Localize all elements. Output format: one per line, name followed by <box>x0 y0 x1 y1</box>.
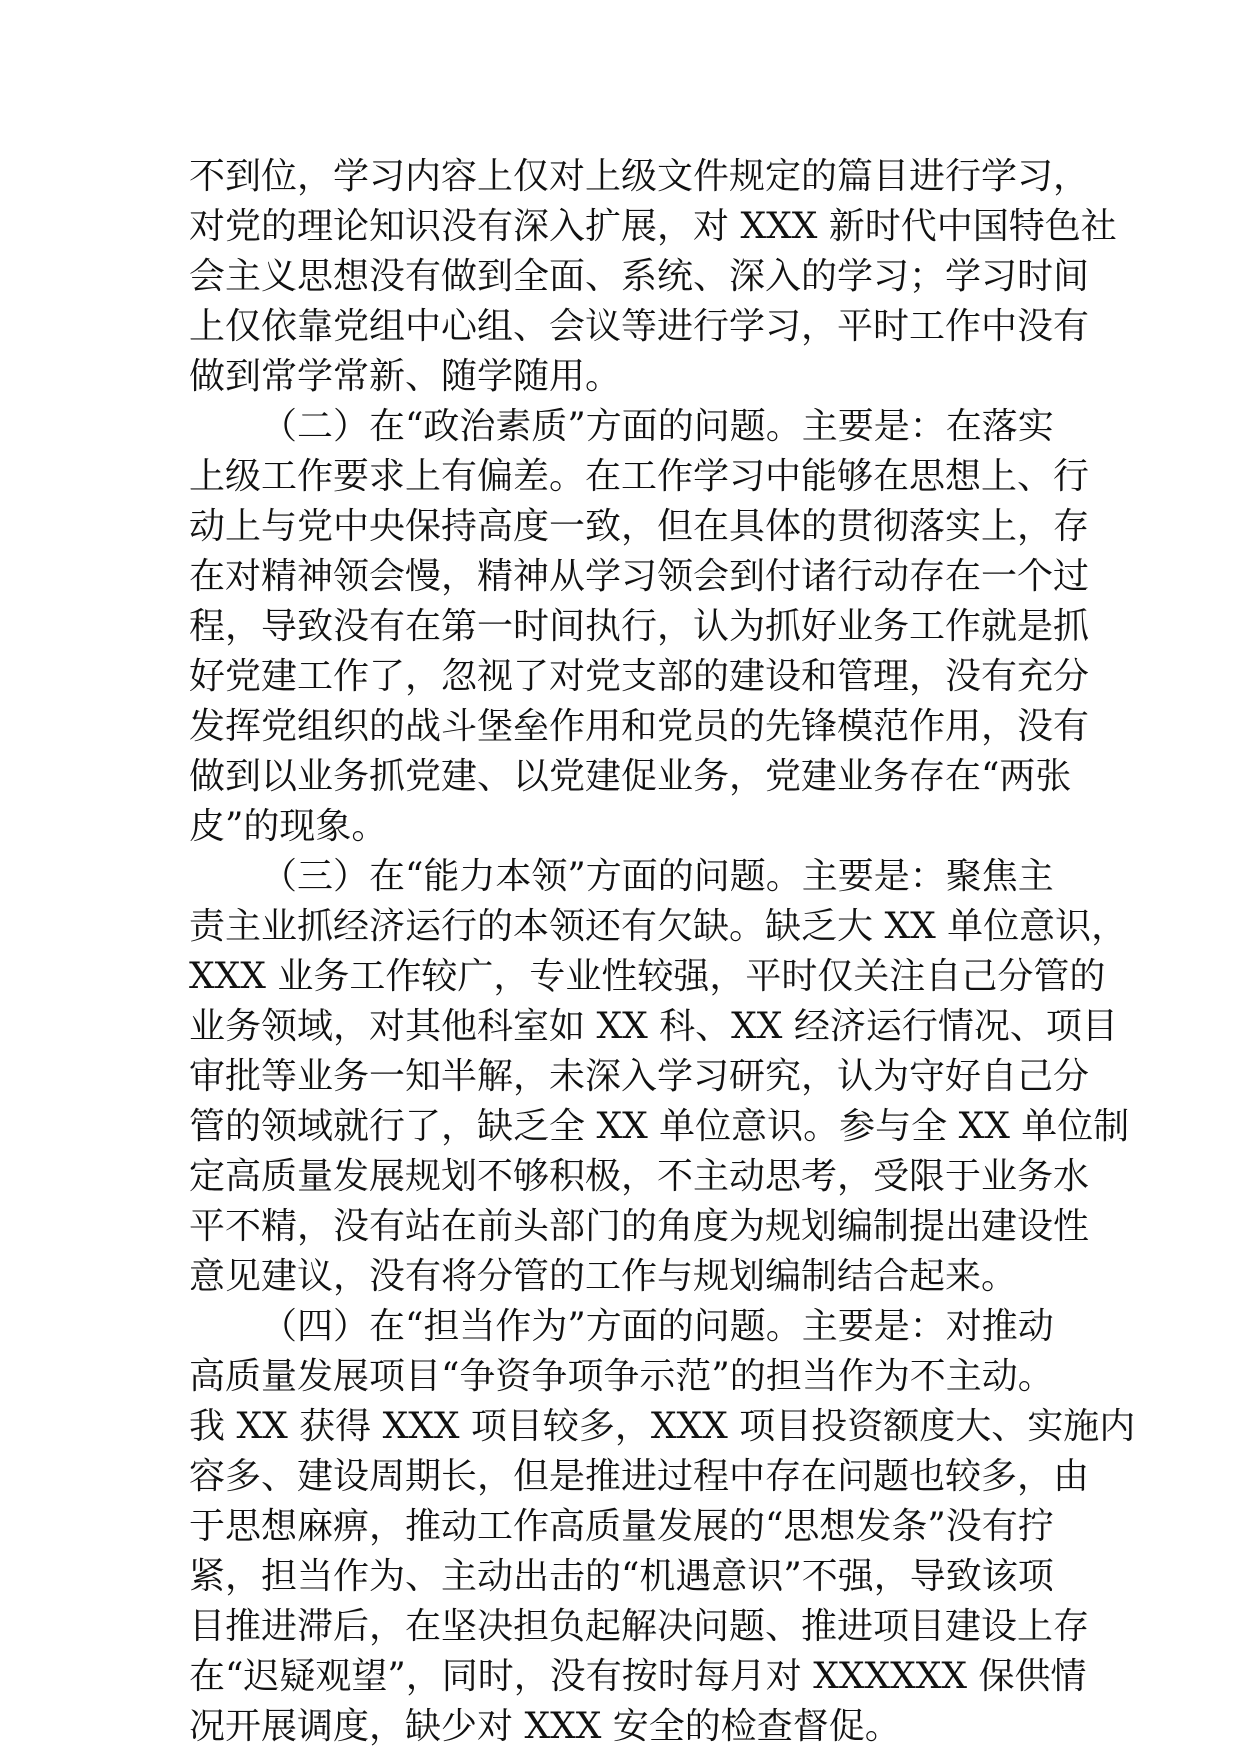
text-line: 程，导致没有在第一时间执行，认为抓好业务工作就是抓 <box>189 606 1090 647</box>
text-line: 意见建议，没有将分管的工作与规划编制结合起来。 <box>189 1256 1018 1297</box>
document-body <box>189 152 1136 1752</box>
text-line: 不到位，学习内容上仅对上级文件规定的篇目进行学习， <box>189 156 1090 197</box>
text-line: 好党建工作了，忽视了对党支部的建设和管理，没有充分 <box>189 656 1090 697</box>
text-line: 平不精，没有站在前头部门的角度为规划编制提出建设性 <box>189 1206 1090 1247</box>
text-line: 况开展调度，缺少对 XXX 安全的检查督促。 <box>189 1706 901 1747</box>
text-line: 紧，担当作为、主动出击的“机遇意识”不强，导致该项 <box>189 1556 1054 1597</box>
text-line: 对党的理论知识没有深入扩展，对 XXX 新时代中国特色社 <box>189 206 1117 247</box>
text-line: 业务领域，对其他科室如 XX 科、XX 经济运行情况、项目 <box>189 1006 1118 1047</box>
text-line: 目推进滞后，在坚决担负起解决问题、推进项目建设上存 <box>189 1606 1090 1647</box>
paragraph-first-line: （三）在“能力本领”方面的问题。主要是：聚焦主 <box>261 856 1054 897</box>
text-line: 做到以业务抓党建、以党建促业务，党建业务存在“两张 <box>189 756 1072 797</box>
paragraph-first-line: （二）在“政治素质”方面的问题。主要是：在落实 <box>261 406 1054 447</box>
text-line: 动上与党中央保持高度一致，但在具体的贯彻落实上，存 <box>189 506 1090 547</box>
text-line: 发挥党组织的战斗堡垒作用和党员的先锋模范作用，没有 <box>189 706 1090 747</box>
text-line: 于思想麻痹，推动工作高质量发展的“思想发条”没有拧 <box>189 1506 1054 1547</box>
text-line: 我 XX 获得 XXX 项目较多，XXX 项目投资额度大、实施内 <box>189 1406 1136 1447</box>
text-line: 管的领域就行了，缺乏全 XX 单位意识。参与全 XX 单位制 <box>189 1106 1130 1147</box>
text-line: 责主业抓经济运行的本领还有欠缺。缺乏大 XX 单位意识， <box>189 906 1128 947</box>
text-line: 在对精神领会慢，精神从学习领会到付诸行动存在一个过 <box>189 556 1090 597</box>
text-line: 定高质量发展规划不够积极，不主动思考，受限于业务水 <box>189 1156 1090 1197</box>
text-line: XXX 业务工作较广，专业性较强，平时仅关注自己分管的 <box>189 956 1106 997</box>
text-line: 在“迟疑观望”，同时，没有按时每月对 XXXXXX 保供情 <box>189 1656 1087 1697</box>
text-line: 高质量发展项目“争资争项争示范”的担当作为不主动。 <box>189 1356 1054 1397</box>
text-line: 会主义思想没有做到全面、系统、深入的学习；学习时间 <box>189 256 1090 297</box>
text-line: 皮”的现象。 <box>189 806 388 847</box>
text-line: 审批等业务一知半解，未深入学习研究，认为守好自己分 <box>189 1056 1090 1097</box>
text-line: 上级工作要求上有偏差。在工作学习中能够在思想上、行 <box>189 456 1090 497</box>
text-line: 容多、建设周期长，但是推进过程中存在问题也较多，由 <box>189 1456 1090 1497</box>
text-line: 上仅依靠党组中心组、会议等进行学习，平时工作中没有 <box>189 306 1090 347</box>
paragraph-first-line: （四）在“担当作为”方面的问题。主要是：对推动 <box>261 1306 1054 1347</box>
text-line: 做到常学常新、随学随用。 <box>189 356 622 397</box>
